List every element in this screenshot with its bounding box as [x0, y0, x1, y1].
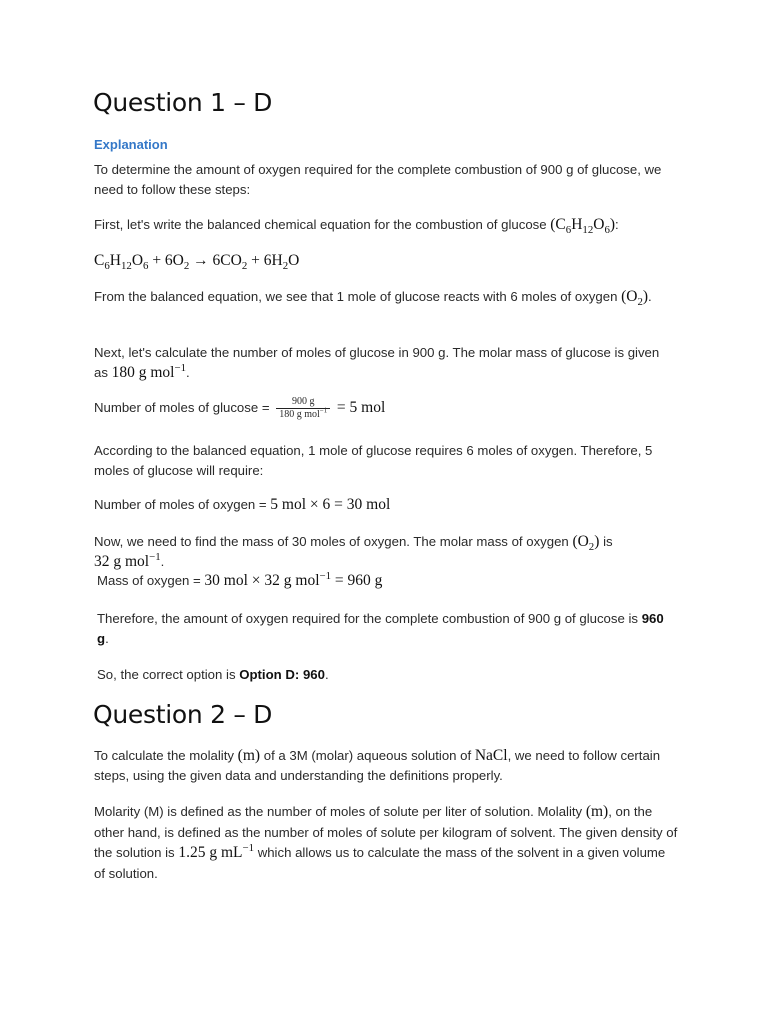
step3-text: Next, let's calculate the number of moles of glucose in 900 g. The molar mass of glucose is given as: [94, 345, 660, 380]
q2-intro-c: , we need to follow certain steps, using the given data and understanding the definitions properly.: [94, 748, 661, 783]
q1-step5: Now, we need to find the mass of 30 moles of oxygen. The molar mass of oxygen $(O_2)$ is 32 g mol$^{-1}$.: [94, 533, 613, 570]
fraction-numerator: 900 g: [276, 396, 330, 409]
moles-glucose-result: = 5 mol: [336, 398, 386, 416]
therefore-value: 960 g: [97, 611, 664, 646]
moles-oxygen-label: Number of moles of oxygen =: [94, 497, 267, 512]
mass-label: Mass of oxygen =: [97, 573, 201, 588]
molality-symbol-2: (m): [585, 803, 609, 820]
moles-glucose-equation: [94, 396, 385, 421]
q1-step4: According to the balanced equation, 1 mole of glucose requires 6 moles of oxygen. Therefore, 5 moles of glucose will require:: [94, 443, 653, 478]
combustion-equation: $C_6H_{12}O_6 + 6O_2 \to 6CO_2 + 6H_2O$: [94, 252, 300, 273]
question-2-heading: Question 2 – D: [93, 700, 273, 729]
q1-step3: Next, let's calculate the number of moles of glucose in 900 g. The molar mass of glucose is given as 180 g mol$^{-1}$.: [94, 345, 660, 381]
moles-oxygen-expr: 5 mol × 6 = 30 mol: [270, 496, 391, 513]
glucose-formula: $(C_6H_{12}O_6)$: [550, 216, 616, 237]
nacl-formula: NaCl: [474, 747, 508, 764]
step1-text: First, let's write the balanced chemical equation for the combustion of glucose: [94, 217, 547, 232]
oxygen-formula: $(O_2)$: [621, 288, 649, 309]
moles-glucose-label: Number of moles of glucose =: [94, 399, 270, 415]
q1-step1: First, let's write the balanced chemical equation for the combustion of glucose $(C_6H_{12}O_6)$:: [94, 216, 619, 237]
q2-intro-a: To calculate the molality: [94, 748, 234, 763]
oxygen-formula-2: $(O_2)$: [572, 533, 600, 554]
moles-fraction: [276, 396, 330, 421]
question-1-heading: Question 1 – D: [93, 88, 273, 117]
fraction-denominator: 180 g mol$^{-1}$: [279, 406, 328, 420]
q1-step2: From the balanced equation, we see that 1 mole of glucose reacts with 6 moles of oxygen $(O_2)$.: [94, 288, 652, 309]
molality-symbol: (m): [237, 747, 261, 764]
q1-therefore: Therefore, the amount of oxygen required for the complete combustion of 900 g of glucose is 960 g.: [97, 611, 664, 646]
solution-density: 1.25 g $mL^{-1}$: [178, 841, 255, 861]
step2-text: From the balanced equation, we see that 1 mole of glucose reacts with 6 moles of oxygen: [94, 289, 618, 304]
q1-intro: To determine the amount of oxygen required for the complete combustion of 900 g of glucose, we need to follow these steps:: [94, 162, 662, 197]
explanation-label: Explanation: [94, 137, 168, 152]
q2-def-c: which allows us to calculate the mass of the solvent in a given volume of solution.: [94, 845, 666, 881]
oxygen-molar-mass: 32 g mol$^{-1}$: [94, 550, 161, 570]
q2-intro: [94, 746, 678, 786]
conclusion-option: Option D: 960: [239, 667, 325, 682]
q2-intro-b: of a 3M (molar) aqueous solution of: [263, 748, 472, 763]
q2-definition: [94, 802, 678, 884]
conclusion-text: So, the correct option is: [97, 667, 236, 682]
glucose-molar-mass: 180 g mol$^{-1}$: [111, 361, 187, 381]
moles-oxygen-equation: [94, 496, 390, 514]
q2-def-a: Molarity (M) is defined as the number of moles of solute per liter of solution. Molality: [94, 804, 583, 819]
step5-text: Now, we need to find the mass of 30 moles of oxygen. The molar mass of oxygen: [94, 534, 569, 549]
mass-oxygen-equation: [97, 569, 383, 590]
mass-expr: 30 mol × 32 g mol$^{-1}$ = 960 g: [204, 569, 383, 589]
therefore-text: Therefore, the amount of oxygen required for the complete combustion of 900 g of glucose is: [97, 611, 639, 626]
q1-conclusion: So, the correct option is Option D: 960.: [97, 667, 329, 682]
q2-def-b: , on the other hand, is defined as the number of moles of solute per kilogram of solvent. The given density of the solution is: [94, 804, 678, 860]
step5-is: is: [603, 534, 613, 549]
